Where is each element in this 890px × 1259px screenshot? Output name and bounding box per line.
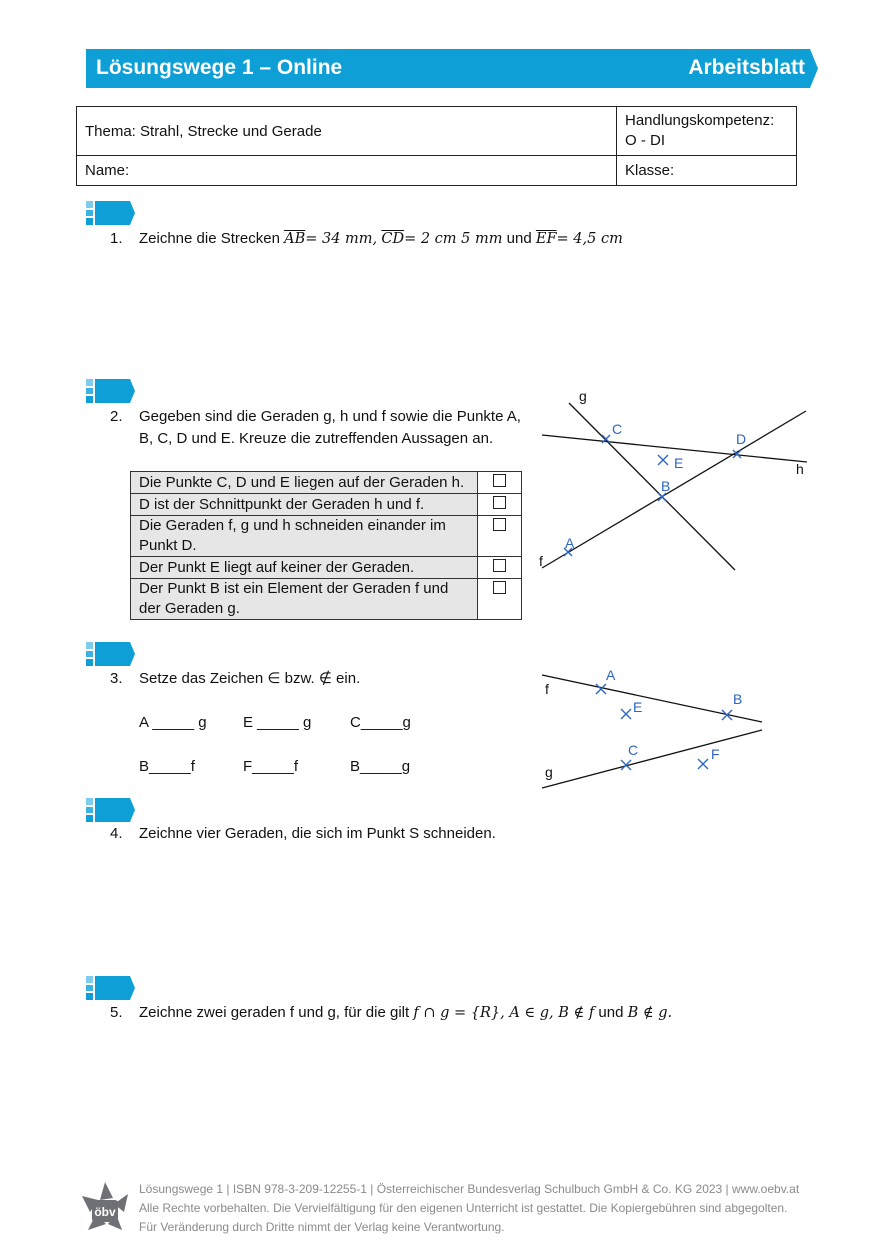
question-number: 4.	[110, 825, 123, 842]
section-marker-icon	[84, 976, 136, 1000]
competence-value: O - DI	[625, 132, 665, 149]
footer	[139, 1180, 829, 1237]
checkbox[interactable]	[493, 496, 506, 509]
fill-blank[interactable]: A _____ g	[139, 714, 207, 731]
line-f	[542, 411, 806, 568]
lines-figure-q2	[530, 380, 820, 580]
checkbox[interactable]	[493, 518, 506, 531]
section-marker-icon	[84, 201, 136, 225]
question-text: Setze das Zeichen ∈ bzw. ∉ ein.	[139, 670, 361, 687]
checkbox[interactable]	[493, 559, 506, 572]
class-field[interactable]: Klasse:	[617, 156, 797, 186]
label-f: f	[545, 681, 549, 697]
question-text: Zeichne die Strecken $\overline{AB}= 34$ mm, $\overline{CD}= 2$ cm 5 mm und $\overline{EF}= 4,5$ cm	[139, 230, 623, 247]
label-a: A	[606, 667, 616, 683]
label-c: C	[628, 742, 639, 758]
label-f: f	[539, 553, 543, 569]
question-number: 1.	[110, 230, 123, 247]
checkbox[interactable]	[493, 581, 506, 594]
section-marker-icon	[84, 379, 136, 403]
footer-line: Alle Rechte vorbehalten. Die Vervielfältigung für den eigenen Unterricht ist gestattet. Die Kopiergebühren sind abgegolten.	[139, 1201, 788, 1215]
point-b-marker	[658, 493, 666, 501]
label-g: g	[545, 764, 553, 780]
question-number: 2.	[110, 408, 123, 425]
fill-blank[interactable]: F_____f	[243, 758, 299, 775]
label-a: A	[565, 535, 575, 551]
footer-line: Lösungswege 1 | ISBN 978-3-209-12255-1 | Österreichischer Bundesverlag Schulbuch GmbH & Co. KG 2023 | www.oebv.at	[139, 1182, 800, 1196]
question-number: 3.	[110, 670, 123, 687]
question-text: Zeichne zwei geraden f und g, für die gilt f ∩ g = {R}, A ∈ g, B ∉ f und B ∉ g.	[139, 1004, 673, 1021]
label-f-point: F	[711, 746, 720, 762]
oebv-logo	[80, 1180, 130, 1232]
line-g	[542, 730, 762, 788]
fill-blank[interactable]: E _____ g	[243, 714, 312, 731]
fill-blank[interactable]: C_____g	[350, 714, 411, 731]
competence-cell	[617, 107, 797, 156]
lines-figure-q3	[530, 660, 770, 795]
table-row: Der Punkt B ist ein Element der Geraden f und der Geraden g.	[131, 579, 522, 620]
statement-table	[130, 471, 522, 620]
worksheet-label: Arbeitsblatt	[688, 56, 805, 79]
checkbox[interactable]	[493, 474, 506, 487]
label-h: h	[796, 461, 804, 477]
formula: B ∉ g.	[627, 1005, 673, 1021]
fill-blank[interactable]: B_____f	[139, 758, 195, 775]
label-c: C	[612, 421, 623, 437]
table-row: Die Geraden f, g und h schneiden einander im Punkt D.	[131, 516, 522, 557]
page-title: Lösungswege 1 – Online	[96, 56, 343, 79]
table-row: Der Punkt E liegt auf keiner der Geraden.	[131, 557, 522, 579]
point-e-marker	[658, 455, 668, 465]
name-field[interactable]: Name:	[77, 156, 617, 186]
line-f	[542, 675, 762, 722]
point-f-marker	[698, 759, 708, 769]
table-row: Die Punkte C, D und E liegen auf der Geraden h.	[131, 472, 522, 494]
point-e-marker	[621, 709, 631, 719]
formula: f ∩ g = {R}, A ∈ g, B ∉ f	[413, 1005, 595, 1021]
footer-line: Für Veränderung durch Dritte nimmt der Verlag keine Verantwortung.	[139, 1220, 505, 1234]
label-d: D	[736, 431, 747, 447]
segment-ef: $\overline{EF}$	[535, 231, 557, 247]
label-e: E	[674, 455, 684, 471]
logo-text: öbv	[94, 1205, 116, 1219]
label-g: g	[579, 388, 587, 404]
line-g	[569, 403, 735, 570]
question-number: 5.	[110, 1004, 123, 1021]
table-row: D ist der Schnittpunkt der Geraden h und f.	[131, 494, 522, 516]
question-text: Zeichne vier Geraden, die sich im Punkt S schneiden.	[139, 825, 496, 842]
competence-label: Handlungskompetenz:	[625, 112, 775, 129]
segment-cd: $\overline{CD}$	[381, 231, 405, 247]
fill-blank[interactable]: B_____g	[350, 758, 411, 775]
label-e: E	[633, 699, 643, 715]
topic-cell: Thema: Strahl, Strecke und Gerade	[77, 107, 617, 156]
question-text: Gegeben sind die Geraden g, h und f sowie die Punkte A, B, C, D und E. Kreuze die zutreffenden Aussagen an.	[139, 408, 521, 447]
label-b: B	[733, 691, 743, 707]
info-table	[76, 106, 797, 186]
section-marker-icon	[84, 642, 136, 666]
label-b: B	[661, 478, 671, 494]
section-marker-icon	[84, 798, 136, 822]
segment-ab: $\overline{AB}$	[284, 231, 306, 247]
